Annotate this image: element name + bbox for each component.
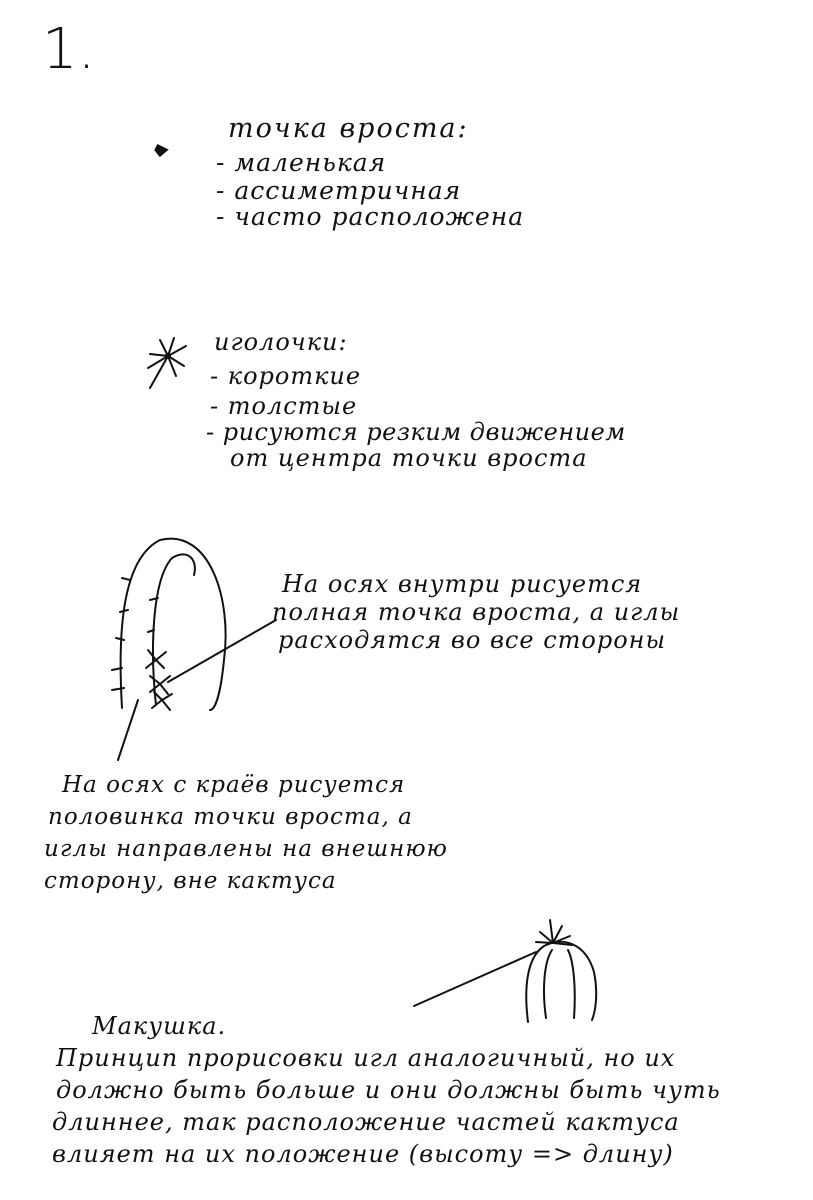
growth-point-item: - ассиметричная <box>216 176 462 205</box>
top-note-title: Макушка. <box>92 1012 227 1040</box>
edge-note-line: сторону, вне кактуса <box>44 868 337 894</box>
needles-title: иголочки: <box>214 328 348 356</box>
top-note-line: длиннее, так расположение частей кактуса <box>52 1108 680 1136</box>
needles-item: - короткие <box>210 362 362 390</box>
inner-note-line: расходятся во все стороны <box>278 626 667 654</box>
inner-note-line: На осях внутри рисуется <box>282 570 643 598</box>
page-number: 1. <box>42 17 96 82</box>
top-note-line: влияет на их положение (высоту => длину) <box>52 1140 674 1168</box>
edge-note-line: На осях с краёв рисуется <box>62 772 406 798</box>
needles-sketch <box>148 338 186 388</box>
needles-item: - рисуются резким движением <box>206 418 626 446</box>
inner-note-line: полная точка вроста, а иглы <box>272 598 681 626</box>
edge-note-line: половинка точки вроста, а <box>48 804 413 830</box>
edge-note-line: иглы направлены на внешнюю <box>44 836 448 862</box>
top-note-line: должно быть больше и они должны быть чуть <box>56 1076 721 1104</box>
cactus-top-sketch <box>414 920 596 1022</box>
needles-item: от центра точки вроста <box>230 444 588 472</box>
growth-point-item: - маленькая <box>216 148 387 177</box>
growth-point-sketch <box>156 146 166 155</box>
cactus-side-sketch <box>112 539 276 760</box>
growth-point-title: точка вроста: <box>228 113 469 144</box>
growth-point-item: - часто расположена <box>216 202 525 231</box>
top-note-line: Принцип прорисовки игл аналогичный, но их <box>56 1044 676 1072</box>
needles-item: - толстые <box>210 392 358 420</box>
